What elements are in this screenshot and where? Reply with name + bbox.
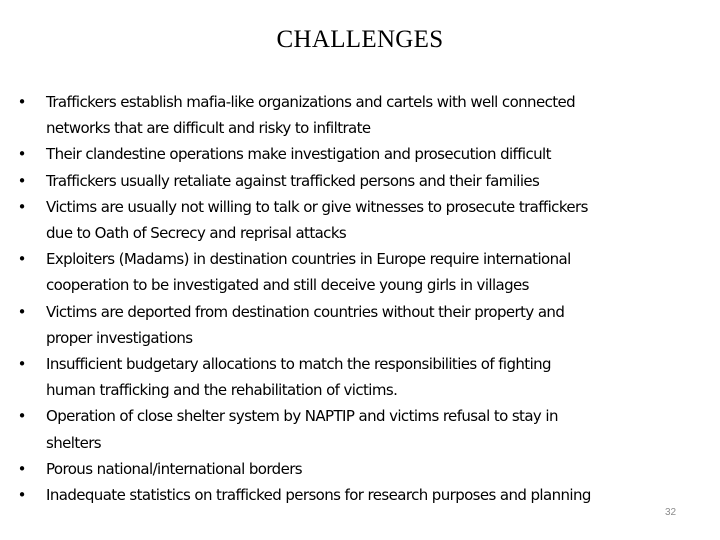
- bullet-item: [17, 351, 693, 403]
- bullet-icon: •: [17, 355, 27, 374]
- bullet-item: [17, 299, 693, 351]
- bullet-item: [17, 141, 693, 167]
- bullet-text-line: Insufficient budgetary allocations to match the responsibilities of fighting: [46, 355, 551, 374]
- bullet-text-line: Traffickers usually retaliate against trafficked persons and their families: [46, 171, 540, 190]
- bullet-text-line: shelters: [46, 433, 102, 452]
- bullet-text-line: Inadequate statistics on trafficked persons for research purposes and planning: [46, 486, 591, 505]
- bullet-item: [17, 194, 693, 246]
- bullet-text-line: Their clandestine operations make investigation and prosecution difficult: [46, 145, 551, 164]
- bullet-icon: •: [17, 145, 27, 164]
- bullet-list: [17, 89, 693, 508]
- slide-title: CHALLENGES: [276, 26, 444, 53]
- bullet-icon: •: [17, 171, 27, 190]
- page-number: 32: [665, 507, 677, 518]
- bullet-icon: •: [17, 302, 27, 321]
- bullet-text-line: networks that are difficult and risky to infiltrate: [46, 119, 371, 138]
- bullet-text-line: cooperation to be investigated and still deceive young girls in villages: [46, 276, 529, 295]
- bullet-text-line: Porous national/international borders: [46, 459, 303, 478]
- bullet-item: [17, 403, 693, 455]
- bullet-text-line: Victims are deported from destination countries without their property and: [46, 302, 565, 321]
- bullet-text-line: human trafficking and the rehabilitation of victims.: [46, 381, 398, 400]
- bullet-icon: •: [17, 486, 27, 505]
- bullet-icon: •: [17, 197, 27, 216]
- bullet-item: [17, 246, 693, 298]
- bullet-item: [17, 482, 693, 508]
- bullet-item: [17, 89, 693, 141]
- bullet-item: [17, 168, 693, 194]
- bullet-text-line: Operation of close shelter system by NAPTIP and victims refusal to stay in: [46, 407, 558, 426]
- bullet-icon: •: [17, 250, 27, 269]
- bullet-text-line: Exploiters (Madams) in destination countries in Europe require international: [46, 250, 571, 269]
- bullet-item: [17, 456, 693, 482]
- bullet-icon: •: [17, 459, 27, 478]
- bullet-icon: •: [17, 407, 27, 426]
- bullet-text-line: proper investigations: [46, 328, 193, 347]
- bullet-icon: •: [17, 93, 27, 111]
- bullet-text-line: Victims are usually not willing to talk or give witnesses to prosecute traffickers: [46, 197, 588, 216]
- bullet-text-line: due to Oath of Secrecy and reprisal attacks: [46, 224, 347, 243]
- bullet-text-line: Traffickers establish mafia-like organizations and cartels with well connected: [46, 93, 576, 111]
